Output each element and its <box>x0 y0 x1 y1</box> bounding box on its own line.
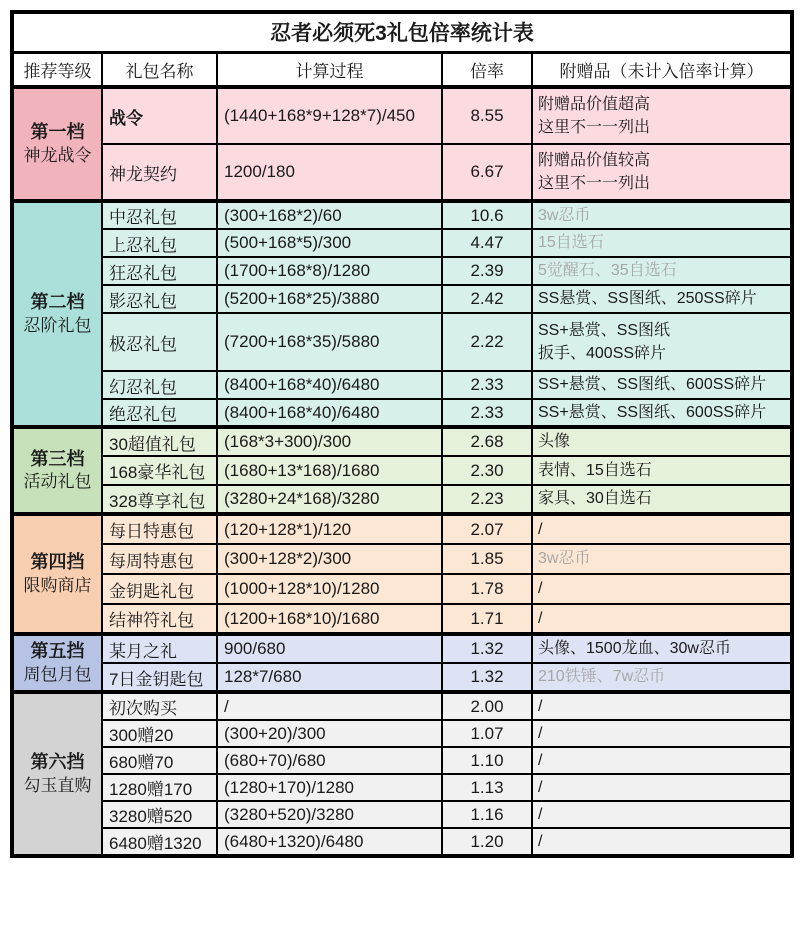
bonus-line: SS+悬赏、SS图纸、600SS碎片 <box>538 376 767 394</box>
column-header-package: 礼包名称 <box>102 52 217 87</box>
table-row <box>12 801 792 828</box>
column-header-calculation: 计算过程 <box>217 52 442 87</box>
bonus-cell <box>532 828 792 856</box>
calculation-cell: (500+168*5)/300 <box>217 229 442 257</box>
table-row <box>12 144 792 201</box>
package-name-cell: 3280赠520 <box>102 801 217 828</box>
package-name-cell: 幻忍礼包 <box>102 371 217 399</box>
package-name-cell: 168豪华礼包 <box>102 456 217 485</box>
bonus-line: SS+悬赏、SS图纸 <box>538 321 671 339</box>
bonus-line: 这里不一一列出 <box>538 175 651 192</box>
bonus-line: 附赠品价值较高 <box>538 151 651 169</box>
table-row <box>12 544 792 574</box>
column-header-row <box>12 52 792 87</box>
rate-cell: 1.20 <box>442 828 532 856</box>
tier-label-cell <box>12 514 102 634</box>
rate-cell: 10.6 <box>442 201 532 229</box>
bonus-line: / <box>538 832 543 850</box>
tier-sublabel: 周包月包 <box>23 664 92 684</box>
calculation-cell: (8400+168*40)/6480 <box>217 371 442 399</box>
bonus-cell <box>532 604 792 634</box>
package-name-cell: 绝忍礼包 <box>102 399 217 427</box>
calculation-cell: (1000+128*10)/1280 <box>217 574 442 604</box>
table-head <box>12 12 792 87</box>
calculation-cell: 900/680 <box>217 634 442 663</box>
bonus-cell <box>532 399 792 427</box>
table-row <box>12 371 792 399</box>
package-name-cell: 神龙契约 <box>102 144 217 201</box>
calculation-cell: (300+128*2)/300 <box>217 544 442 574</box>
bonus-cell <box>532 313 792 371</box>
package-name-cell: 30超值礼包 <box>102 427 217 456</box>
bonus-cell <box>532 663 792 692</box>
tier-group <box>12 87 792 201</box>
tier-sublabel: 勾玉直购 <box>23 775 92 795</box>
page-title: 忍者必须死3礼包倍率统计表 <box>12 12 792 52</box>
table-row <box>12 399 792 427</box>
rate-cell: 2.07 <box>442 514 532 544</box>
column-header-bonus: 附赠品（未计入倍率计算） <box>532 52 792 87</box>
tier-group <box>12 427 792 514</box>
bonus-line: / <box>538 724 543 742</box>
tier-sublabel: 忍阶礼包 <box>23 315 92 335</box>
bonus-cell <box>532 201 792 229</box>
rate-cell: 1.13 <box>442 774 532 801</box>
tier-label: 第一档 <box>30 122 85 143</box>
table-row <box>12 427 792 456</box>
package-name-cell: 中忍礼包 <box>102 201 217 229</box>
rate-cell: 2.33 <box>442 371 532 399</box>
bonus-cell <box>532 456 792 485</box>
table-row <box>12 604 792 634</box>
tier-label-cell <box>12 692 102 856</box>
rate-cell: 2.30 <box>442 456 532 485</box>
table-row <box>12 774 792 801</box>
package-name-cell: 6480赠1320 <box>102 828 217 856</box>
bonus-line: 扳手、400SS碎片 <box>538 345 667 362</box>
calculation-cell: (1280+170)/1280 <box>217 774 442 801</box>
table-row <box>12 201 792 229</box>
calculation-cell: (3280+24*168)/3280 <box>217 485 442 514</box>
table-row <box>12 634 792 663</box>
calculation-cell: 128*7/680 <box>217 663 442 692</box>
tier-group <box>12 692 792 856</box>
package-name-cell: 300赠20 <box>102 720 217 747</box>
bonus-cell <box>532 485 792 514</box>
bonus-line: / <box>538 580 543 598</box>
tier-label: 第四挡 <box>30 552 85 573</box>
bonus-line: 这里不一一列出 <box>538 119 651 136</box>
bonus-line: 3w忍币 <box>538 550 591 568</box>
bonus-cell <box>532 720 792 747</box>
calculation-cell: (1700+168*8)/1280 <box>217 257 442 285</box>
rate-cell: 1.16 <box>442 801 532 828</box>
column-header-rate: 倍率 <box>442 52 532 87</box>
calculation-cell: (1200+168*10)/1680 <box>217 604 442 634</box>
bonus-line: 附赠品价值超高 <box>538 95 651 113</box>
rate-cell: 1.07 <box>442 720 532 747</box>
bonus-cell <box>532 87 792 144</box>
package-name-cell: 某月之礼 <box>102 634 217 663</box>
bonus-cell <box>532 257 792 285</box>
tier-sublabel: 神龙战令 <box>23 145 92 165</box>
bonus-cell <box>532 229 792 257</box>
bonus-line: / <box>538 609 543 627</box>
rate-cell: 2.39 <box>442 257 532 285</box>
table-row <box>12 313 792 371</box>
package-name-cell: 每日特惠包 <box>102 514 217 544</box>
package-name-cell: 上忍礼包 <box>102 229 217 257</box>
tier-label: 第六挡 <box>30 752 85 773</box>
table-row <box>12 514 792 544</box>
tier-label-cell <box>12 87 102 201</box>
bonus-line: / <box>538 778 543 796</box>
rate-cell: 6.67 <box>442 144 532 201</box>
table-row <box>12 257 792 285</box>
package-name-cell: 结神符礼包 <box>102 604 217 634</box>
package-name-cell: 1280赠170 <box>102 774 217 801</box>
bonus-cell <box>532 574 792 604</box>
package-name-cell: 初次购买 <box>102 692 217 720</box>
calculation-cell: (1440+168*9+128*7)/450 <box>217 87 442 144</box>
package-name-cell: 328尊享礼包 <box>102 485 217 514</box>
bonus-line: 15自选石 <box>538 234 604 252</box>
bonus-line: SS悬赏、SS图纸、250SS碎片 <box>538 290 757 308</box>
bonus-cell <box>532 747 792 774</box>
calculation-cell: (680+70)/680 <box>217 747 442 774</box>
rate-cell: 2.22 <box>442 313 532 371</box>
table-row <box>12 456 792 485</box>
bonus-line: 家具、30自选石 <box>538 490 652 508</box>
tier-group <box>12 514 792 634</box>
table-row <box>12 692 792 720</box>
tier-label-cell <box>12 427 102 514</box>
table-row <box>12 485 792 514</box>
table-row <box>12 747 792 774</box>
calculation-cell: (3280+520)/3280 <box>217 801 442 828</box>
rate-cell: 1.32 <box>442 634 532 663</box>
rate-cell: 1.71 <box>442 604 532 634</box>
table-row <box>12 285 792 313</box>
bonus-cell <box>532 144 792 201</box>
package-name-cell: 680赠70 <box>102 747 217 774</box>
bonus-line: / <box>538 751 543 769</box>
bonus-cell <box>532 692 792 720</box>
calculation-cell: (6480+1320)/6480 <box>217 828 442 856</box>
tier-label: 第五挡 <box>30 641 85 662</box>
table-row <box>12 87 792 144</box>
package-name-cell: 每周特惠包 <box>102 544 217 574</box>
calculation-cell: (8400+168*40)/6480 <box>217 399 442 427</box>
bonus-cell <box>532 371 792 399</box>
tier-label: 第二档 <box>30 292 85 313</box>
rate-cell: 1.78 <box>442 574 532 604</box>
calculation-cell: (168*3+300)/300 <box>217 427 442 456</box>
bonus-line: / <box>538 805 543 823</box>
bonus-line: 表情、15自选石 <box>538 461 652 479</box>
column-header-tier: 推荐等级 <box>12 52 102 87</box>
calculation-cell: (300+168*2)/60 <box>217 201 442 229</box>
bonus-line: 头像 <box>538 433 571 451</box>
bonus-line: SS+悬赏、SS图纸、600SS碎片 <box>538 403 767 421</box>
table-row <box>12 663 792 692</box>
bonus-line: 3w忍币 <box>538 206 591 224</box>
bonus-cell <box>532 544 792 574</box>
package-name-cell: 影忍礼包 <box>102 285 217 313</box>
title-row <box>12 12 792 52</box>
calculation-cell: (120+128*1)/120 <box>217 514 442 544</box>
tier-sublabel: 限购商店 <box>23 575 92 595</box>
calculation-cell: (5200+168*25)/3880 <box>217 285 442 313</box>
package-name-cell: 金钥匙礼包 <box>102 574 217 604</box>
tier-label-cell <box>12 634 102 692</box>
package-name-cell: 狂忍礼包 <box>102 257 217 285</box>
tier-sublabel: 活动礼包 <box>23 472 92 492</box>
table-row <box>12 229 792 257</box>
bonus-cell <box>532 801 792 828</box>
table-row <box>12 720 792 747</box>
gift-package-rate-table <box>10 10 794 858</box>
rate-cell: 2.33 <box>442 399 532 427</box>
tier-group <box>12 201 792 427</box>
bonus-line: 5觉醒石、35自选石 <box>538 262 677 280</box>
tier-group <box>12 634 792 692</box>
tier-label: 第三档 <box>30 448 85 469</box>
bonus-line: 头像、1500龙血、30w忍币 <box>538 640 731 658</box>
bonus-cell <box>532 514 792 544</box>
bonus-line: / <box>538 520 543 538</box>
rate-cell: 1.32 <box>442 663 532 692</box>
table-row <box>12 828 792 856</box>
calculation-cell: 1200/180 <box>217 144 442 201</box>
calculation-cell: (300+20)/300 <box>217 720 442 747</box>
rate-cell: 1.10 <box>442 747 532 774</box>
rate-cell: 2.00 <box>442 692 532 720</box>
rate-cell: 8.55 <box>442 87 532 144</box>
table-row <box>12 574 792 604</box>
rate-cell: 4.47 <box>442 229 532 257</box>
bonus-cell <box>532 634 792 663</box>
tier-label-cell <box>12 201 102 427</box>
rate-cell: 2.68 <box>442 427 532 456</box>
bonus-cell <box>532 774 792 801</box>
calculation-cell: (7200+168*35)/5880 <box>217 313 442 371</box>
rate-cell: 2.23 <box>442 485 532 514</box>
bonus-line: 210铁锤、7w忍币 <box>538 668 666 686</box>
rate-cell: 2.42 <box>442 285 532 313</box>
package-name-cell: 7日金钥匙包 <box>102 663 217 692</box>
bonus-line: / <box>538 697 543 715</box>
calculation-cell: / <box>217 692 442 720</box>
calculation-cell: (1680+13*168)/1680 <box>217 456 442 485</box>
rate-cell: 1.85 <box>442 544 532 574</box>
bonus-cell <box>532 285 792 313</box>
package-name-cell: 战令 <box>102 87 217 144</box>
bonus-cell <box>532 427 792 456</box>
package-name-cell: 极忍礼包 <box>102 313 217 371</box>
